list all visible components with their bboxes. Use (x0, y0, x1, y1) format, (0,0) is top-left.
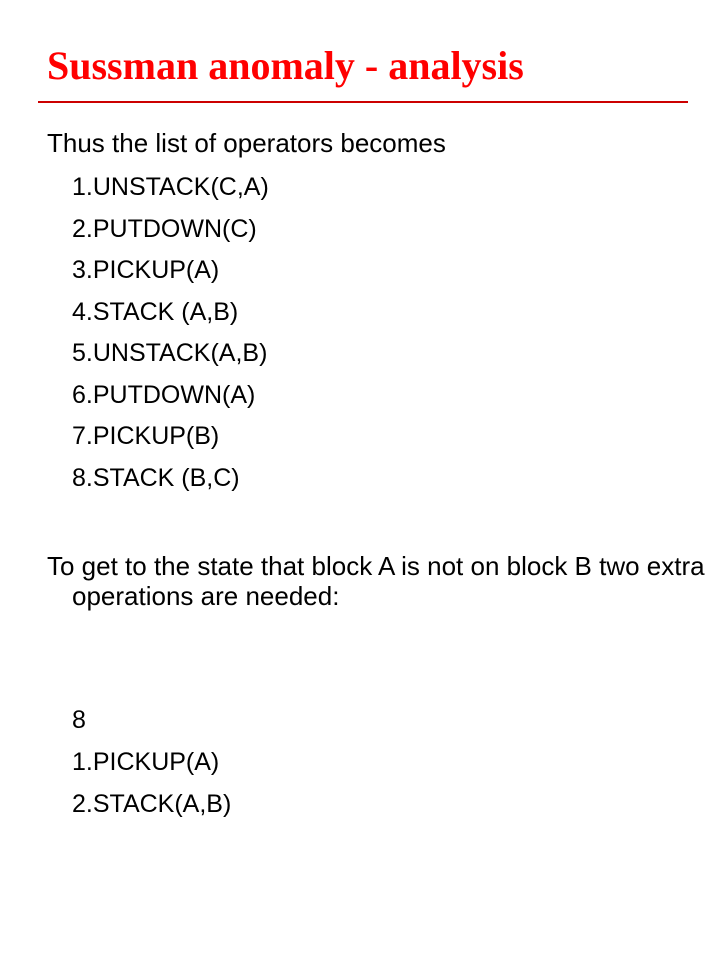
extra-operation-item-2: 2.STACK(A,B) (72, 789, 232, 818)
operator-list (72, 167, 269, 499)
intro-text: Thus the list of operators becomes (47, 128, 446, 158)
extra-label: 8 (72, 706, 86, 734)
operator-item-5: 5.UNSTACK(A,B) (72, 339, 268, 367)
operator-item-2: 2.PUTDOWN(C) (72, 214, 257, 243)
operator-item-4: 4.STACK (A,B) (72, 297, 239, 326)
extra-operation-list (72, 742, 231, 825)
operator-item-8: 8.STACK (B,C) (72, 463, 240, 492)
title-divider (38, 101, 688, 103)
operator-item-6: 6.PUTDOWN(A) (72, 380, 256, 409)
operator-item-3: 3.PICKUP(A) (72, 256, 220, 284)
operator-item-1: 1.UNSTACK(C,A) (72, 173, 269, 201)
operator-item-7: 7.PICKUP(B) (72, 422, 220, 450)
slide-title: Sussman anomaly - analysis (47, 43, 524, 88)
explanation-text: To get to the state that block A is not on block B two extra operations are needed: (47, 551, 705, 611)
extra-operation-item-1: 1.PICKUP(A) (72, 748, 220, 776)
